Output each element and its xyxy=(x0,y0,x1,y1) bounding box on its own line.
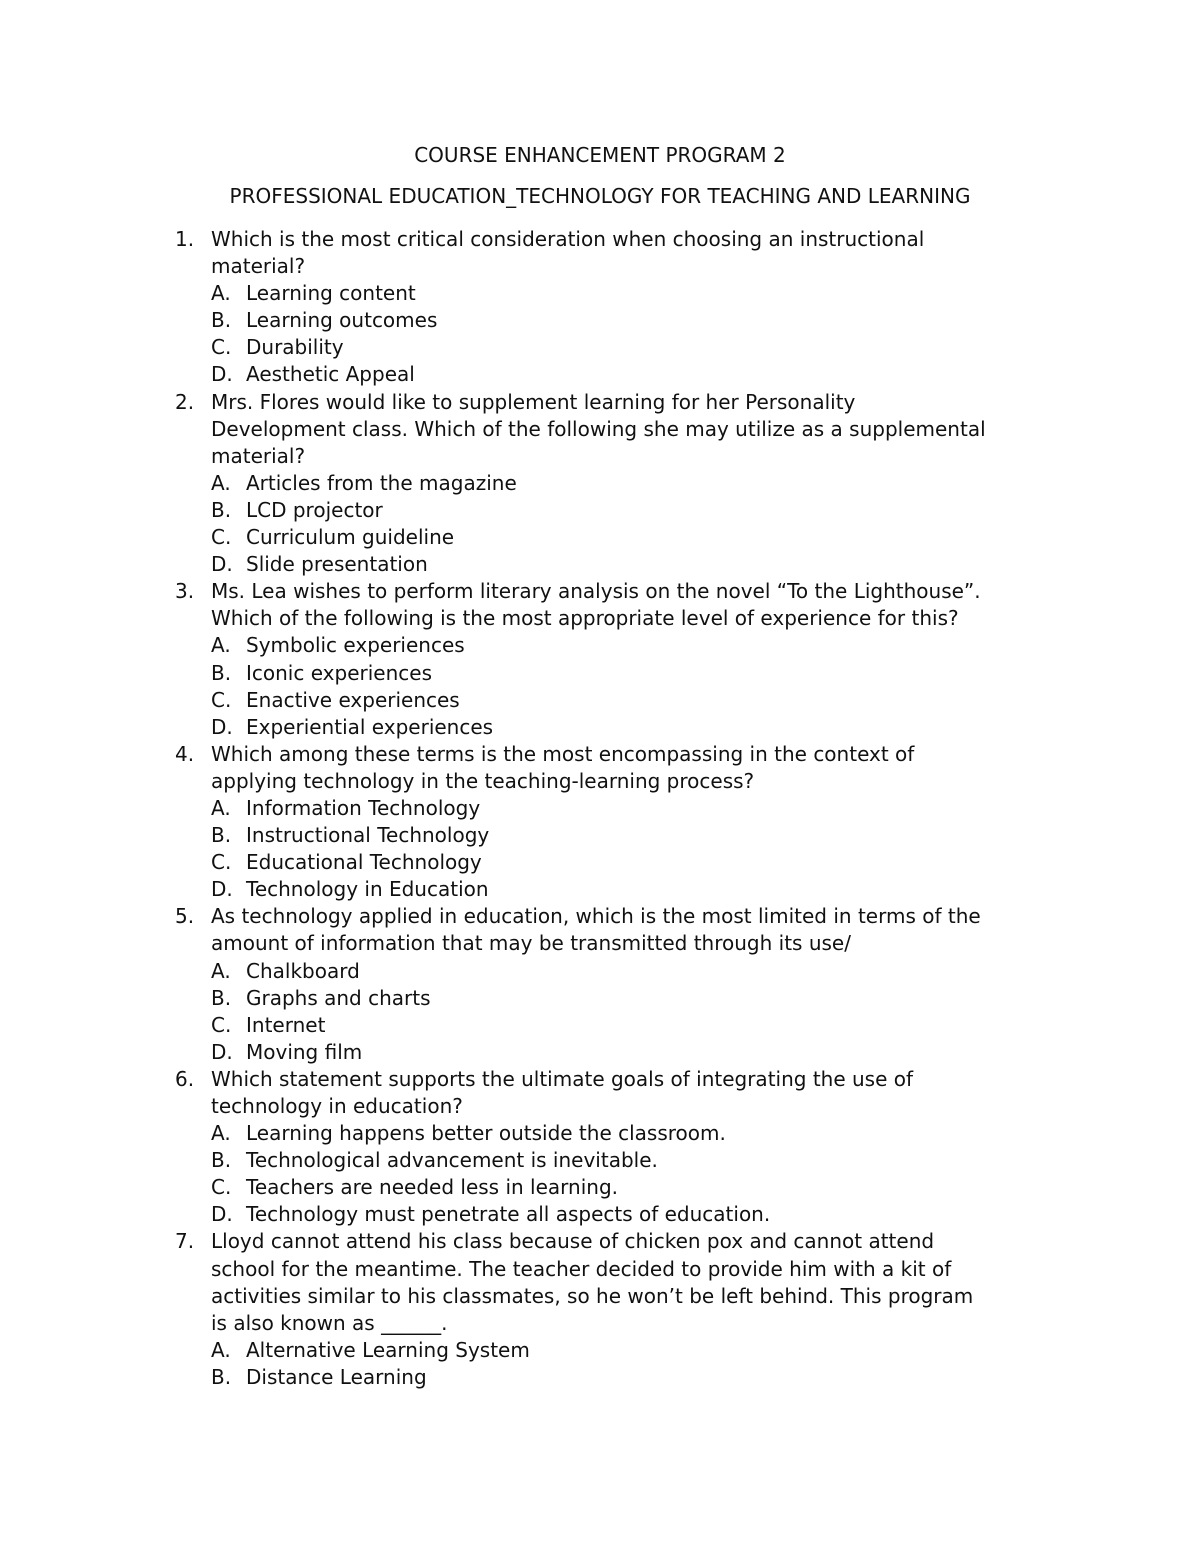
question-item xyxy=(0,741,1200,904)
option-item xyxy=(211,307,1050,334)
option-text: Technology must penetrate all aspects of education. xyxy=(246,1202,771,1227)
option-letter: C. xyxy=(211,1012,232,1037)
option-text: Slide presentation xyxy=(246,552,428,577)
question-item xyxy=(0,389,1200,579)
option-letter: D. xyxy=(211,1039,233,1064)
option-text: LCD projector xyxy=(246,497,383,522)
question-number: 7. xyxy=(175,1229,195,1254)
option-list xyxy=(211,795,1050,903)
question-number: 3. xyxy=(175,579,195,604)
option-item xyxy=(211,795,1050,822)
option-text: Aesthetic Appeal xyxy=(246,362,415,387)
option-item xyxy=(211,958,1050,985)
option-item xyxy=(211,1120,1050,1147)
option-text: Technology in Education xyxy=(246,877,489,902)
option-item xyxy=(211,632,1050,659)
question-number: 6. xyxy=(175,1066,195,1091)
option-text: Experiential experiences xyxy=(246,714,494,739)
option-text: Chalkboard xyxy=(246,958,360,983)
option-text: Instructional Technology xyxy=(246,823,490,848)
question-text: Ms. Lea wishes to perform literary analysis on the novel “To the Lighthouse”. Which of the following is the most appropriate level of experience for this? xyxy=(211,579,981,631)
option-item xyxy=(211,551,1050,578)
option-list xyxy=(211,632,1050,740)
option-letter: B. xyxy=(211,823,232,848)
option-letter: C. xyxy=(211,850,232,875)
question-text: Mrs. Flores would like to supplement learning for her Personality Development class. Which of the following she may utilize as a supplemental material? xyxy=(211,389,986,468)
option-item xyxy=(211,876,1050,903)
option-letter: A. xyxy=(211,1337,231,1362)
question-item xyxy=(0,578,1200,741)
question-number: 1. xyxy=(175,227,195,251)
option-list xyxy=(211,1337,1050,1391)
option-letter: A. xyxy=(211,281,231,306)
option-letter: C. xyxy=(211,335,232,360)
option-text: Learning content xyxy=(246,281,416,306)
option-list xyxy=(211,470,1050,578)
option-item xyxy=(211,1201,1050,1228)
option-item xyxy=(211,497,1050,524)
option-text: Iconic experiences xyxy=(246,660,432,685)
document-subtitle: PROFESSIONAL EDUCATION_TECHNOLOGY FOR TEACHING AND LEARNING xyxy=(229,184,971,208)
question-item xyxy=(0,1228,1200,1391)
option-text: Alternative Learning System xyxy=(246,1337,530,1362)
option-text: Internet xyxy=(246,1012,326,1037)
question-item xyxy=(0,226,1200,389)
option-item xyxy=(211,361,1050,388)
option-item xyxy=(211,1337,1050,1364)
option-item xyxy=(211,687,1050,714)
option-text: Durability xyxy=(246,335,344,360)
option-item xyxy=(211,1147,1050,1174)
question-text: Which is the most critical consideration when choosing an instructional material? xyxy=(211,227,925,279)
question-text: Lloyd cannot attend his class because of chicken pox and cannot attend school for the meantime. The teacher decided to provide him with a kit of activities similar to his classmates, so he won’t be left behind. This program is also known as ______. xyxy=(211,1229,974,1335)
question-number: 2. xyxy=(175,389,195,414)
question-number: 5. xyxy=(175,904,195,929)
option-letter: B. xyxy=(211,660,232,685)
question-list xyxy=(0,226,1200,1391)
option-item xyxy=(211,1174,1050,1201)
option-letter: D. xyxy=(211,1202,233,1227)
option-letter: D. xyxy=(211,552,233,577)
option-text: Learning happens better outside the classroom. xyxy=(246,1121,726,1146)
option-item xyxy=(211,470,1050,497)
document-title: COURSE ENHANCEMENT PROGRAM 2 xyxy=(414,143,786,167)
option-letter: B. xyxy=(211,497,232,522)
option-list xyxy=(211,958,1050,1066)
option-text: Moving film xyxy=(246,1039,363,1064)
option-letter: B. xyxy=(211,1364,232,1389)
option-letter: A. xyxy=(211,795,231,820)
option-letter: D. xyxy=(211,362,233,387)
question-text: Which statement supports the ultimate goals of integrating the use of technology in education? xyxy=(211,1066,914,1118)
option-item xyxy=(211,1364,1050,1391)
option-text: Symbolic experiences xyxy=(246,633,465,658)
option-item xyxy=(211,849,1050,876)
option-letter: A. xyxy=(211,958,231,983)
option-letter: C. xyxy=(211,525,232,550)
question-item xyxy=(0,1066,1200,1229)
option-item xyxy=(211,334,1050,361)
question-text: Which among these terms is the most encompassing in the context of applying technology in the teaching-learning process? xyxy=(211,741,915,793)
option-letter: D. xyxy=(211,877,233,902)
option-text: Articles from the magazine xyxy=(246,470,517,495)
option-text: Technological advancement is inevitable. xyxy=(246,1148,658,1173)
option-letter: D. xyxy=(211,714,233,739)
option-item xyxy=(211,1039,1050,1066)
option-text: Enactive experiences xyxy=(246,687,460,712)
option-letter: A. xyxy=(211,470,231,495)
option-list xyxy=(211,1120,1050,1228)
option-item xyxy=(211,280,1050,307)
option-item xyxy=(211,524,1050,551)
option-text: Educational Technology xyxy=(246,850,482,875)
option-text: Learning outcomes xyxy=(246,308,438,333)
option-letter: B. xyxy=(211,1148,232,1173)
option-text: Distance Learning xyxy=(246,1364,427,1389)
question-text: As technology applied in education, which is the most limited in terms of the amount of information that may be transmitted through its use/ xyxy=(211,904,981,956)
option-item xyxy=(211,985,1050,1012)
option-letter: B. xyxy=(211,308,232,333)
option-text: Teachers are needed less in learning. xyxy=(246,1175,618,1200)
option-item xyxy=(211,822,1050,849)
option-text: Graphs and charts xyxy=(246,985,431,1010)
option-letter: C. xyxy=(211,1175,232,1200)
question-item xyxy=(0,903,1200,1066)
option-letter: B. xyxy=(211,985,232,1010)
option-item xyxy=(211,714,1050,741)
option-letter: A. xyxy=(211,633,231,658)
question-number: 4. xyxy=(175,741,195,766)
option-list xyxy=(211,280,1050,388)
option-text: Curriculum guideline xyxy=(246,525,455,550)
option-text: Information Technology xyxy=(246,795,481,820)
option-item xyxy=(211,1012,1050,1039)
option-letter: A. xyxy=(211,1121,231,1146)
option-letter: C. xyxy=(211,687,232,712)
option-item xyxy=(211,660,1050,687)
